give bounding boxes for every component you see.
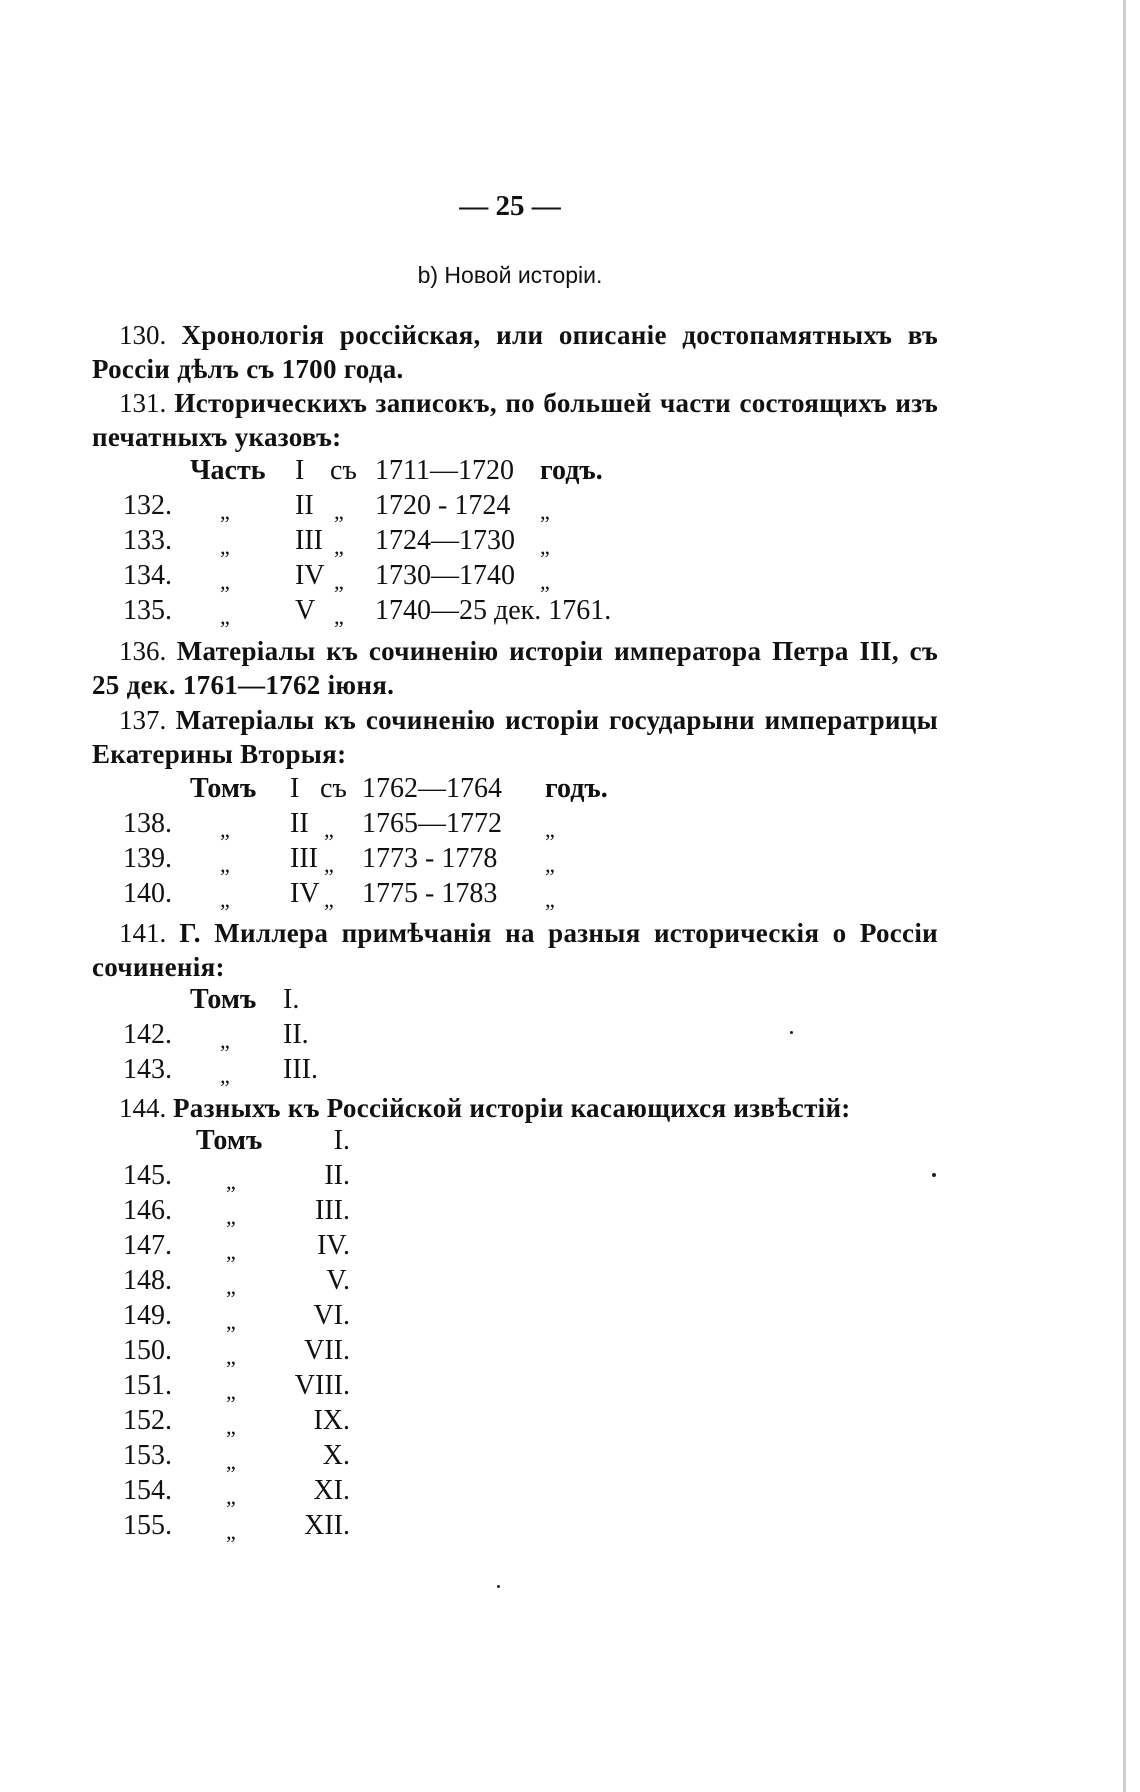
- volume-number: III: [290, 843, 318, 874]
- volume-number: IV: [290, 878, 320, 909]
- list-item: [0, 983, 1000, 1017]
- page-number: — 25 —: [459, 190, 561, 222]
- ditto-mark: „: [226, 1449, 236, 1474]
- list-item: [0, 1369, 1000, 1403]
- volume-number: I: [295, 455, 305, 486]
- ditto-mark: „: [226, 1344, 236, 1369]
- volume-number: XII.: [304, 1510, 350, 1541]
- year-range: 1740—25 дек. 1761.: [375, 595, 612, 626]
- volume-number: I.: [283, 984, 300, 1015]
- entry-number: 155.: [123, 1510, 172, 1541]
- ditto-mark: „: [545, 852, 555, 877]
- ditto-mark: „: [540, 569, 550, 594]
- entry-text: Разныхъ къ Россійской исторіи касающихся извѣстій:: [173, 1093, 851, 1123]
- volume-number: XI.: [313, 1475, 350, 1506]
- entry-number: 138.: [123, 808, 172, 839]
- ditto-mark: „: [226, 1239, 236, 1264]
- ditto-mark: „: [226, 1484, 236, 1509]
- list-item: [0, 594, 1000, 628]
- volume-label: Томъ: [190, 984, 257, 1015]
- volume-number: V.: [326, 1265, 350, 1296]
- volume-number: IV: [295, 560, 325, 591]
- entry-text: Матеріалы къ сочиненію исторіи императора Петра III, съ 25 дек. 1761—1762 іюня.: [92, 636, 939, 700]
- list-item: [0, 489, 1000, 523]
- list-item: [0, 1159, 1000, 1193]
- year-range: 1765—1772: [362, 808, 502, 839]
- ditto-mark: „: [324, 817, 334, 842]
- entry-number: 130.: [119, 320, 167, 350]
- volume-number: IV.: [317, 1230, 350, 1261]
- ditto-mark: „: [540, 499, 550, 524]
- year-suffix: годъ.: [540, 455, 603, 486]
- year-range: 1724—1730: [375, 525, 515, 556]
- volume-label: Томъ: [190, 773, 257, 804]
- entry-number: 134.: [123, 560, 172, 591]
- volume-number: III.: [283, 1054, 318, 1085]
- entry-137: [92, 703, 938, 771]
- ditto-mark: „: [226, 1519, 236, 1544]
- ditto-mark: „: [545, 817, 555, 842]
- list-item: [0, 1124, 1000, 1158]
- list-item: [0, 1334, 1000, 1368]
- entry-131: [92, 386, 938, 454]
- ditto-mark: „: [545, 887, 555, 912]
- ditto-mark: „: [220, 817, 230, 842]
- page-edge-rule: [1123, 0, 1126, 1792]
- entry-130: [92, 318, 938, 386]
- volume-number: X.: [322, 1440, 350, 1471]
- list-item: [0, 1474, 1000, 1508]
- list-item: [0, 1194, 1000, 1228]
- volume-number: III.: [315, 1195, 350, 1226]
- year-range: 1730—1740: [375, 560, 515, 591]
- preposition: съ: [320, 773, 347, 804]
- list-item: [0, 772, 1000, 806]
- list-item: [0, 559, 1000, 593]
- entry-number: 132.: [123, 490, 172, 521]
- entry-number: 136.: [119, 636, 167, 666]
- ditto-mark: „: [324, 852, 334, 877]
- volume-number: I: [290, 773, 300, 804]
- entry-number: 133.: [123, 525, 172, 556]
- ditto-mark: „: [540, 534, 550, 559]
- year-range: 1762—1764: [362, 773, 502, 804]
- entry-number: 152.: [123, 1405, 172, 1436]
- ditto-mark: „: [226, 1169, 236, 1194]
- entry-number: 142.: [123, 1019, 172, 1050]
- list-item: [0, 1439, 1000, 1473]
- entry-text: Хронологія россійская, или описаніе достопамятныхъ въ Россіи дѣлъ съ 1700 года.: [92, 320, 938, 384]
- ditto-mark: „: [334, 569, 344, 594]
- list-item: [0, 842, 1000, 876]
- ditto-mark: „: [334, 499, 344, 524]
- entry-number: 143.: [123, 1054, 172, 1085]
- ditto-mark: „: [334, 534, 344, 559]
- volume-number: VI.: [313, 1300, 350, 1331]
- year-suffix: годъ.: [545, 773, 608, 804]
- ditto-mark: „: [226, 1204, 236, 1229]
- volume-number: V: [295, 595, 316, 626]
- year-range: 1773 - 1778: [362, 843, 498, 874]
- volume-label: Часть: [190, 455, 266, 486]
- volume-number: II: [290, 808, 309, 839]
- entry-text: Матеріалы къ сочиненію исторіи государыни императрицы Екатерины Вторыя:: [92, 705, 938, 769]
- year-range: 1720 - 1724: [375, 490, 511, 521]
- entry-number: 148.: [123, 1265, 172, 1296]
- year-range: 1711—1720: [375, 455, 514, 486]
- ditto-mark: „: [226, 1309, 236, 1334]
- ditto-mark: „: [220, 1028, 230, 1053]
- list-item: [0, 1264, 1000, 1298]
- volume-number: II: [295, 490, 314, 521]
- entry-number: 146.: [123, 1195, 172, 1226]
- ditto-mark: „: [220, 1063, 230, 1088]
- entry-number: 147.: [123, 1230, 172, 1261]
- entry-number: 153.: [123, 1440, 172, 1471]
- entry-number: 137.: [119, 705, 167, 735]
- preposition: съ: [330, 455, 357, 486]
- list-item: [0, 877, 1000, 911]
- entry-141: [92, 916, 938, 984]
- entry-number: 140.: [123, 878, 172, 909]
- volume-number: III: [295, 525, 323, 556]
- ditto-mark: „: [220, 887, 230, 912]
- list-item: [0, 454, 1000, 488]
- list-item: [0, 807, 1000, 841]
- entry-text: Историческихъ записокъ, по большей части состоящихъ изъ печатныхъ указовъ:: [92, 388, 939, 452]
- print-speck: [790, 1031, 793, 1034]
- list-item: [0, 524, 1000, 558]
- entry-136: [92, 634, 938, 702]
- ditto-mark: „: [226, 1274, 236, 1299]
- list-item: [0, 1018, 1000, 1052]
- entry-number: 144.: [119, 1093, 167, 1123]
- ditto-mark: „: [220, 604, 230, 629]
- ditto-mark: „: [324, 887, 334, 912]
- volume-number: II.: [324, 1160, 350, 1191]
- list-item: [0, 1299, 1000, 1333]
- volume-number: VIII.: [294, 1370, 350, 1401]
- entry-number: 139.: [123, 843, 172, 874]
- volume-label: Томъ: [196, 1125, 263, 1156]
- print-speck: [497, 1585, 500, 1588]
- ditto-mark: „: [220, 534, 230, 559]
- volume-number: II.: [283, 1019, 309, 1050]
- volume-number: VII.: [304, 1335, 350, 1366]
- ditto-mark: „: [226, 1414, 236, 1439]
- ditto-mark: „: [220, 852, 230, 877]
- list-item: [0, 1053, 1000, 1087]
- volume-number: IX.: [313, 1405, 350, 1436]
- list-item: [0, 1404, 1000, 1438]
- section-title: b) Новой исторіи.: [417, 262, 603, 288]
- entry-text: Г. Миллера примѣчанія на разныя историческія о Россіи сочиненія:: [92, 918, 939, 982]
- entry-number: 151.: [123, 1370, 172, 1401]
- year-range: 1775 - 1783: [362, 878, 498, 909]
- entry-number: 135.: [123, 595, 172, 626]
- list-item: [0, 1509, 1000, 1543]
- entry-number: 149.: [123, 1300, 172, 1331]
- ditto-mark: „: [220, 569, 230, 594]
- entry-number: 141.: [119, 918, 167, 948]
- volume-number: I.: [333, 1125, 350, 1156]
- ditto-mark: „: [334, 604, 344, 629]
- entry-number: 145.: [123, 1160, 172, 1191]
- print-speck: [932, 1173, 936, 1177]
- entry-number: 131.: [119, 388, 167, 418]
- entry-144: [92, 1091, 938, 1125]
- ditto-mark: „: [220, 499, 230, 524]
- entry-number: 150.: [123, 1335, 172, 1366]
- list-item: [0, 1229, 1000, 1263]
- ditto-mark: „: [226, 1379, 236, 1404]
- entry-number: 154.: [123, 1475, 172, 1506]
